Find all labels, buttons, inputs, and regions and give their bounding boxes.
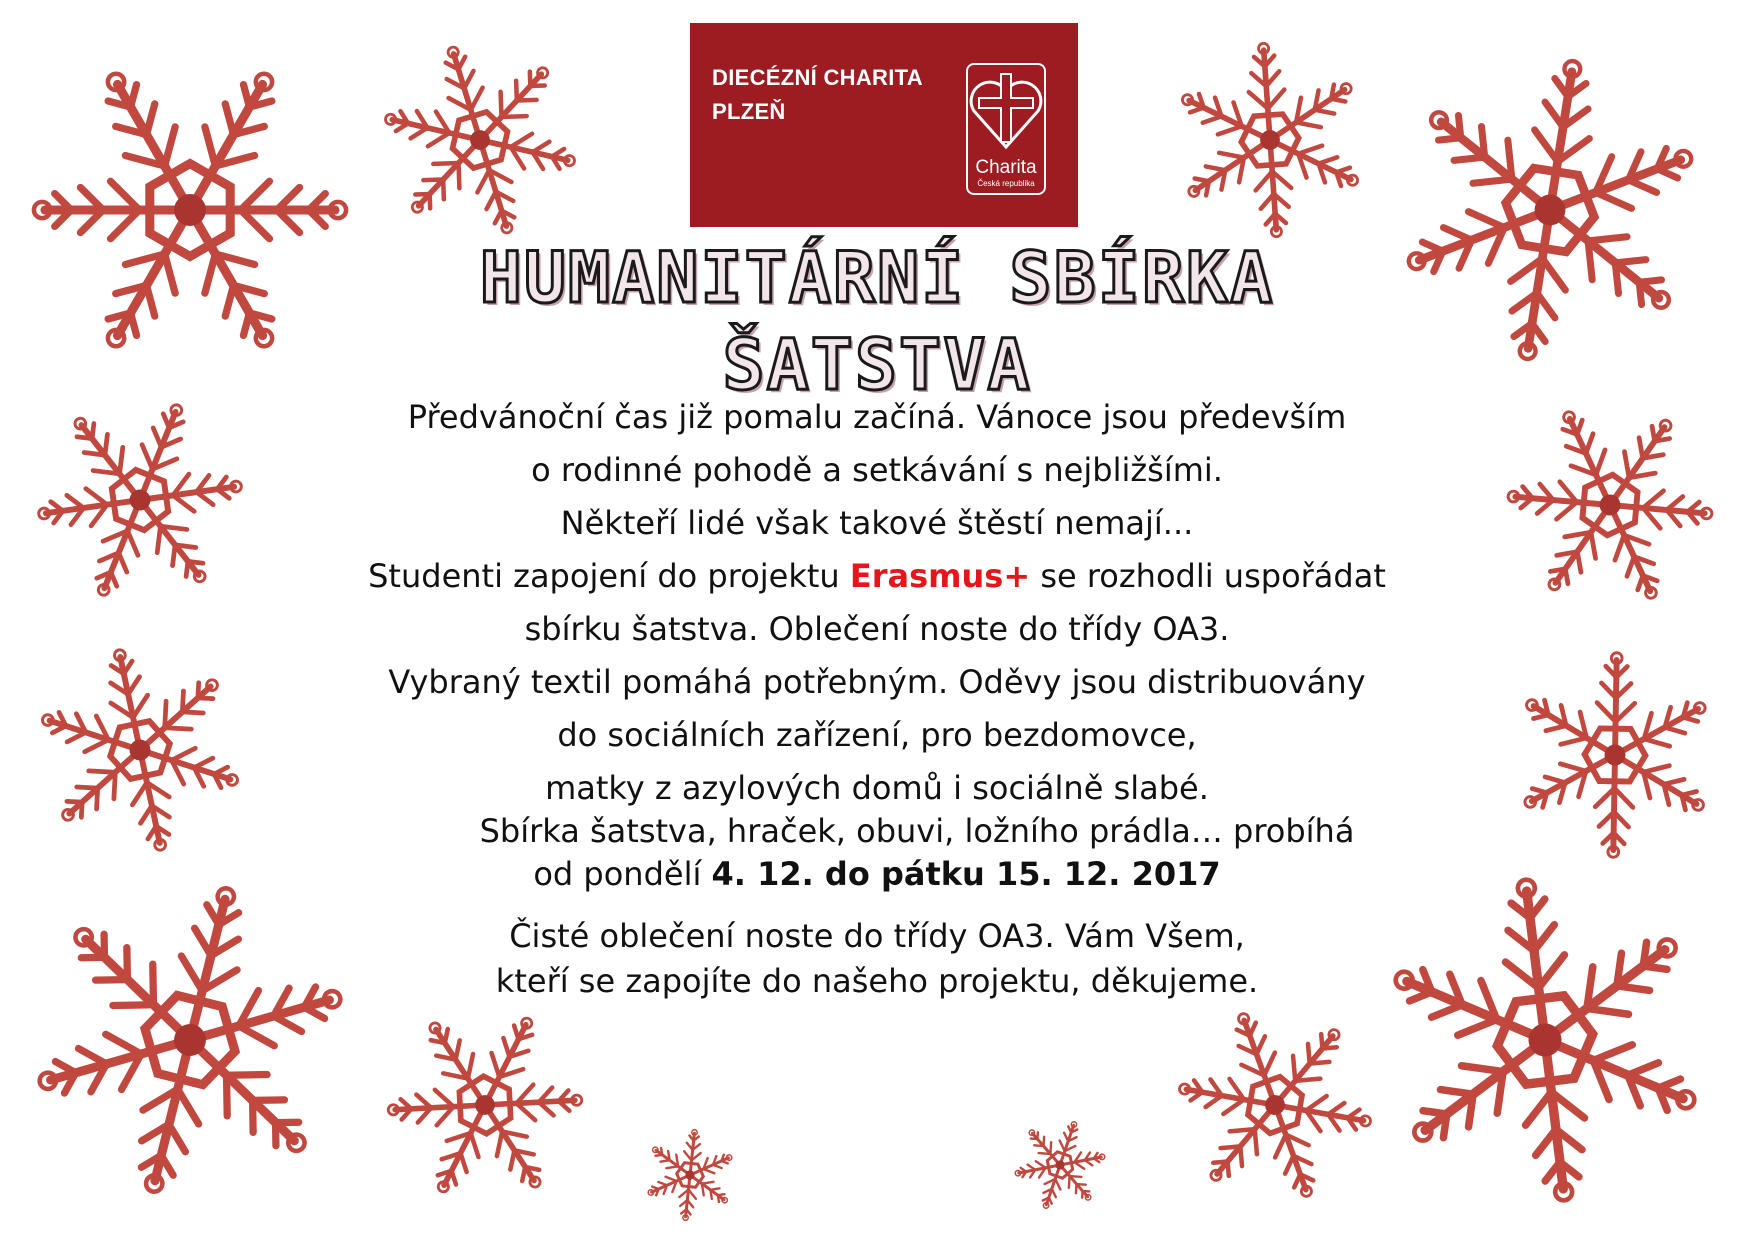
- body-line-10: [0, 855, 1754, 893]
- body-line-3: Někteří lidé však takové štěstí nemají...: [560, 504, 1194, 542]
- body-line-4-pre: Studenti zapojení do projektu: [368, 557, 850, 595]
- body-line-5: sbírku šatstva. Oblečení noste do třídy OA3.: [524, 610, 1230, 648]
- snowflake-icon: [1331, 830, 1754, 1240]
- body-line-11: Čisté oblečení noste do třídy OA3. Vám Všem,: [509, 917, 1245, 955]
- snowflake-icon: [632, 1120, 748, 1230]
- snowflake-icon: [367, 36, 594, 244]
- body-line-4: [0, 557, 1754, 595]
- charita-emblem: [966, 63, 1046, 195]
- emblem-word: Charita: [975, 157, 1037, 178]
- body-line-6: Vybraný textil pomáhá potřebným. Oděvy jsou distribuovány: [388, 663, 1366, 701]
- collection-dates: 4. 12. do pátku 15. 12. 2017: [711, 855, 1221, 893]
- body-line-1: Předvánoční čas již pomalu začíná. Vánoce jsou především: [407, 398, 1347, 436]
- body-line-7: do sociálních zařízení, pro bezdomovce,: [557, 716, 1197, 754]
- emblem-subtitle: Česká republika: [977, 179, 1035, 188]
- title-line-1: HUMANITÁRNÍ SBÍRKA: [479, 237, 1275, 319]
- snowflake-icon: [20, 856, 360, 1225]
- snowflake-icon: [1148, 976, 1402, 1233]
- snowflake-icon: [366, 980, 605, 1229]
- snowflake-icon: [1146, 22, 1394, 259]
- body-line-9: Sbírka šatstva, hraček, obuvi, ložního prádla… probíhá: [479, 812, 1355, 850]
- snowflake-icon: [1008, 1117, 1113, 1213]
- body-line-12: kteří se zapojíte do našeho projektu, děkujeme.: [495, 962, 1259, 1000]
- cross-heart-icon: [968, 67, 1044, 153]
- logo-city: PLZEŇ: [712, 99, 786, 124]
- erasmus-highlight: Erasmus+: [849, 557, 1031, 595]
- logo-org-name: DIECÉZNÍ CHARITA: [712, 65, 923, 90]
- body-line-10-pre: od pondělí: [533, 855, 712, 893]
- body-line-2: o rodinné pohodě a setkávání s nejbližšími.: [531, 451, 1223, 489]
- title-line-2: ŠATSTVA: [722, 324, 1032, 406]
- charita-logo: [690, 23, 1078, 227]
- body-line-8: matky z azylových domů i sociálně slabé.: [545, 769, 1209, 807]
- body-line-4-post: se rozhodli uspořádat: [1030, 557, 1386, 595]
